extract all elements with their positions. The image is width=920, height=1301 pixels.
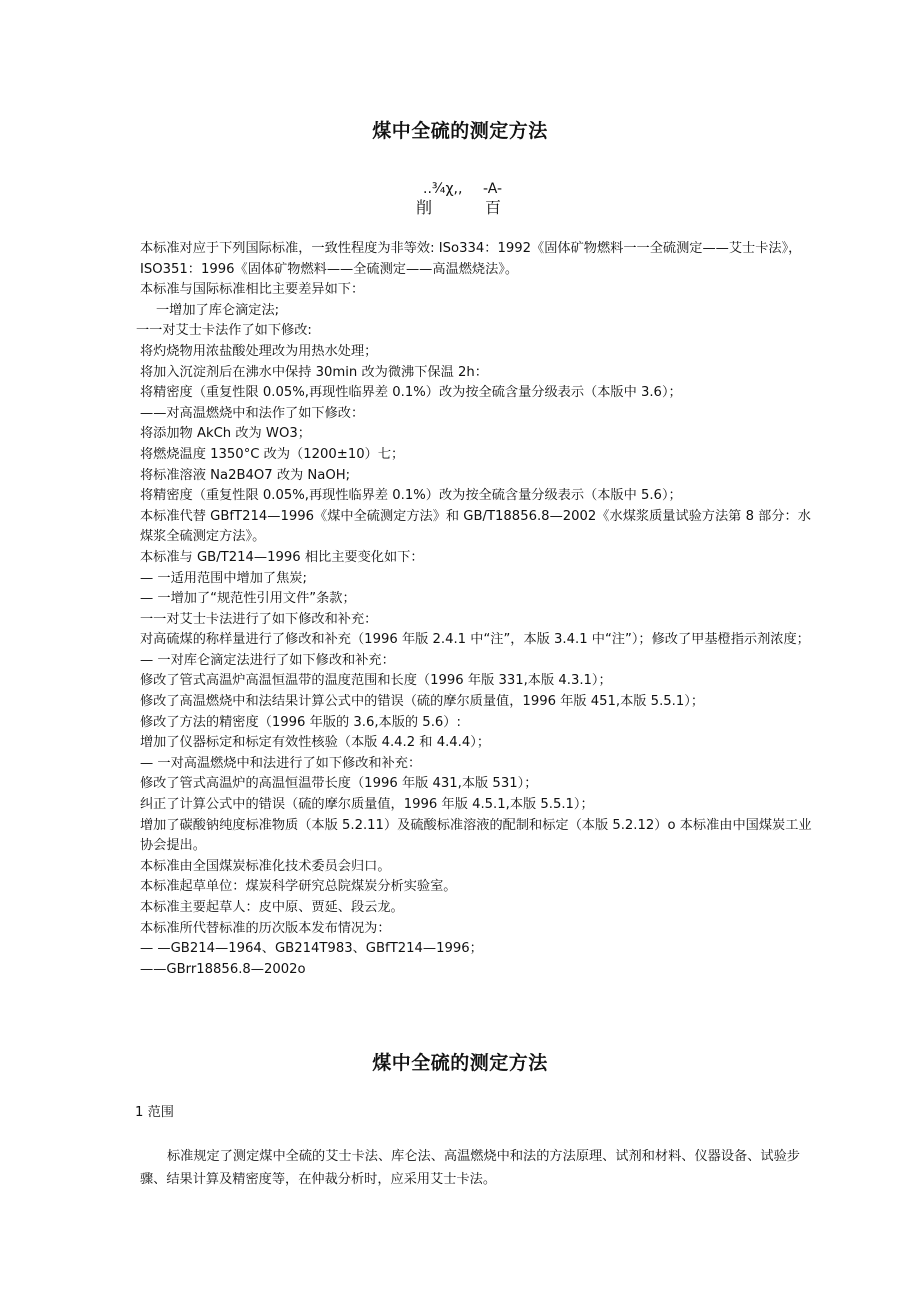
- document-title: 煤中全硫的测定方法: [372, 120, 548, 142]
- paragraph: — 一对库仑滴定法进行了如下修改和补充：: [140, 652, 395, 668]
- foreword-body: [136, 239, 820, 980]
- paragraph: 将精密度（重复性限 0.05%,再现性临界差 0.1%）改为按全硫含量分级表示（本版中 5.6）；: [140, 488, 682, 504]
- scope-paragraph: 标准规定了测定煤中全硫的艾士卡法、库仑法、高温燃烧中和法的方法原理、试剂和材料、仪器设备、试验步骤、结果计算及精密度等，在仲裁分析时，应采用艾士卡法。: [140, 1149, 800, 1187]
- paragraph: 本标准由全国煤炭标准化技术委员会归口。: [140, 858, 391, 874]
- paragraph: 一增加了库仑滴定法;: [156, 302, 280, 318]
- paragraph: ——对高温燃烧中和法作了如下修改：: [140, 405, 365, 421]
- paragraph: 将灼烧物用浓盐酸处理改为用热水处理；: [140, 343, 378, 359]
- paragraph: 本标准对应于下列国际标准，一致性程度为非等效: ISo334：1992《固体矿物燃料一一全硫测定——艾士卡法》，ISO351：1996《固体矿物燃料——全硫测定——高温燃烧法》。: [140, 241, 802, 277]
- paragraph: — —GB214—1964、GB214T983、GBfT214—1996；: [140, 941, 483, 957]
- paragraph: 本标准主要起草人：皮中原、贾延、段云龙。: [140, 900, 404, 915]
- foreword-char-right: 百: [485, 198, 502, 217]
- paragraph: 本标准起草单位：煤炭科学研究总院煤炭分析实验室。: [140, 879, 457, 895]
- paragraph: 一一对艾士卡法进行了如下修改和补充：: [140, 611, 378, 627]
- foreword-symbols-right: -A-: [483, 181, 503, 197]
- paragraph: 将标准溶液 Na2B4O7 改为 NaOH;: [140, 467, 351, 483]
- paragraph: 修改了管式高温炉高温恒温带的温度范围和长度（1996 年版 331,本版 4.3.1）；: [140, 673, 612, 689]
- paragraph: — 一适用范围中增加了焦炭;: [140, 570, 307, 586]
- paragraph: 将精密度（重复性限 0.05%,再现性临界差 0.1%）改为按全硫含量分级表示（本版中 3.6）；: [140, 385, 682, 401]
- paragraph: ——GBrr18856.8—2002o: [140, 961, 306, 977]
- paragraph: 将燃烧温度 1350°C 改为（1200±10）七；: [140, 446, 405, 462]
- paragraph: — 一增加了“规范性引用文件”条款；: [140, 591, 356, 607]
- paragraph: 本标准所代替标准的历次版本发布情况为：: [140, 920, 391, 936]
- section-title: 煤中全硫的测定方法: [372, 1052, 548, 1074]
- paragraph: 修改了管式高温炉的高温恒温带长度（1996 年版 431,本版 531）；: [140, 776, 538, 792]
- foreword-char-left: 削: [416, 198, 433, 217]
- paragraph: 修改了高温燃烧中和法结果计算公式中的错误（硫的摩尔质量值，1996 年版 451,本版 5.5.1）；: [140, 694, 705, 710]
- paragraph: 一一对艾士卡法作了如下修改:: [136, 323, 312, 339]
- paragraph: 本标准与国际标准相比主要差异如下：: [140, 282, 365, 298]
- paragraph: — 一对高温燃烧中和法进行了如下修改和补充：: [140, 755, 422, 771]
- paragraph: 本标准与 GB/T214—1996 相比主要变化如下：: [140, 549, 424, 565]
- paragraph: 修改了方法的精密度（1996 年版的 3.6,本版的 5.6）:: [140, 714, 461, 730]
- paragraph: 对高硫煤的称样量进行了修改和补充（1996 年版 2.4.1 中“注”，本版 3.4.1 中“注”）；修改了甲基橙指示剂浓度；: [140, 632, 810, 648]
- section-heading-scope: 1 范围: [135, 1105, 174, 1120]
- paragraph: 纠正了计算公式中的错误（硫的摩尔质量值，1996 年版 4.5.1,本版 5.5.1）；: [140, 797, 594, 813]
- paragraph: 将添加物 AkCh 改为 WO3；: [140, 426, 311, 442]
- foreword-symbols-left: ..¾χ,,: [423, 181, 463, 197]
- paragraph: 本标准代替 GBfT214—1996《煤中全硫测定方法》和 GB/T18856.8—2002《水煤浆质量试验方法第 8 部分：水煤浆全硫测定方法》。: [140, 508, 811, 545]
- paragraph: 增加了仪器标定和标定有效性核验（本版 4.4.2 和 4.4.4）；: [140, 735, 491, 751]
- paragraph: 将加入沉淀剂后在沸水中保持 30min 改为微沸下保温 2h：: [140, 364, 488, 380]
- paragraph: 增加了碳酸钠纯度标准物质（本版 5.2.11）及硫酸标准溶液的配制和标定（本版 5.2.12）o 本标准由中国煤炭工业协会提出。: [140, 817, 812, 854]
